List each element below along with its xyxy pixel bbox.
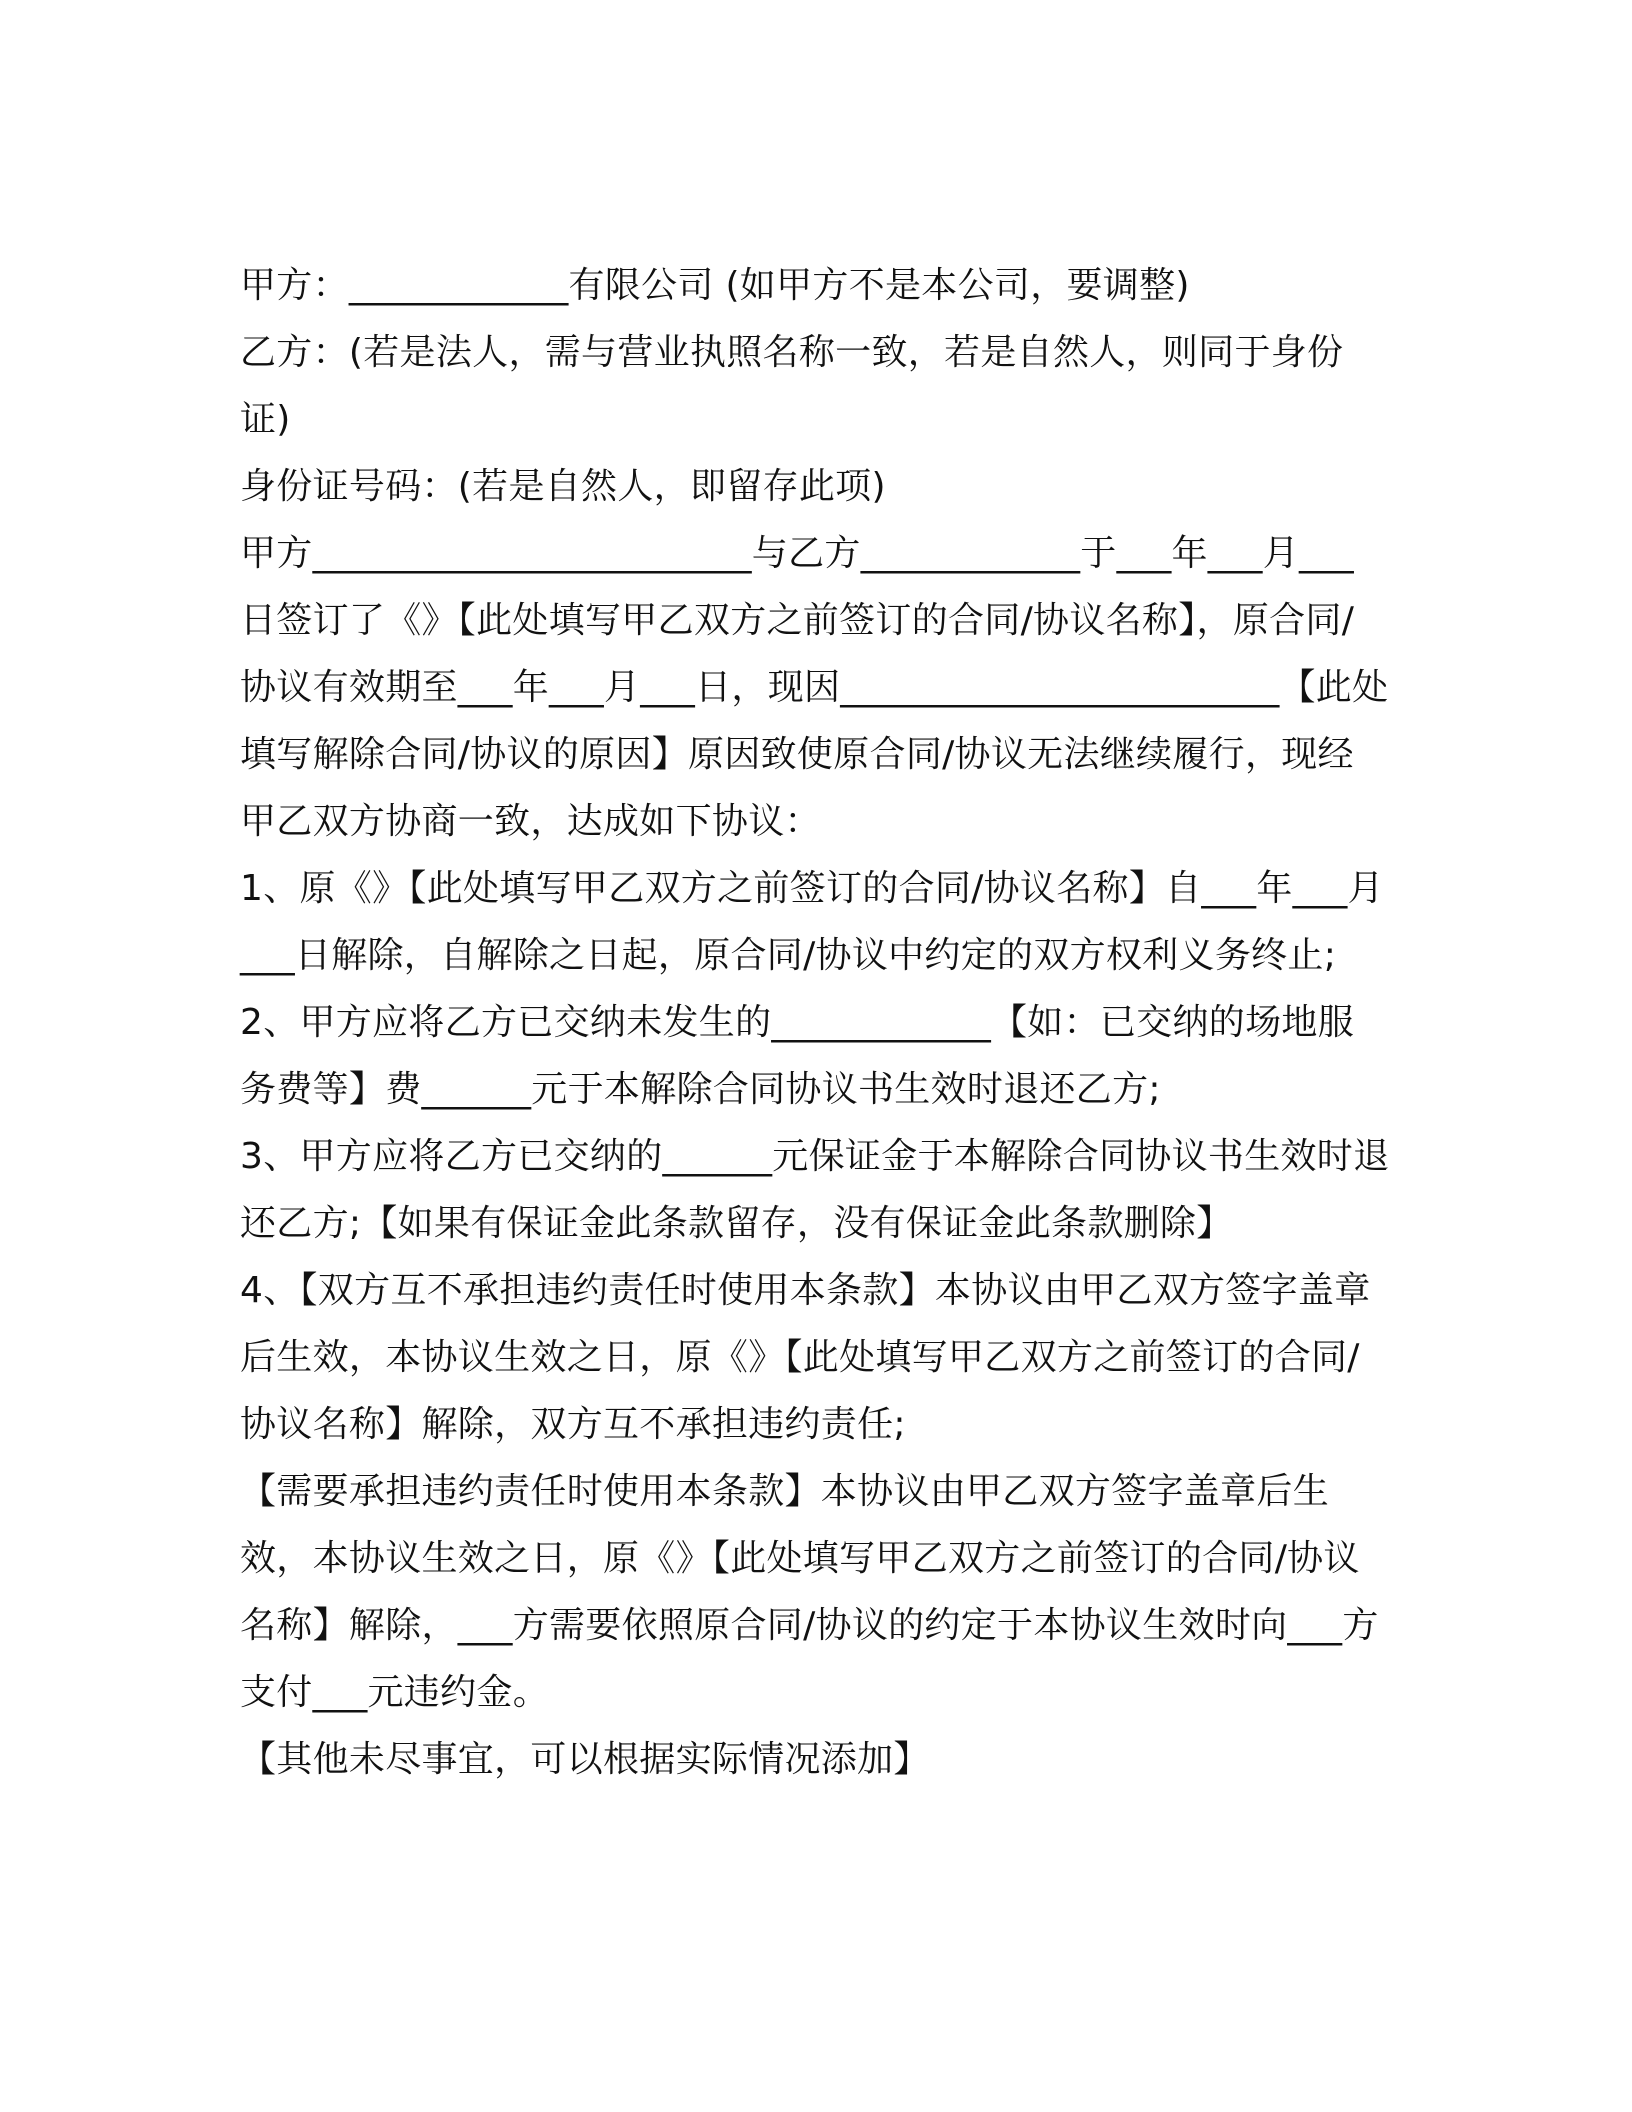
clause-1: 1、原《》【此处填写甲乙双方之前签订的合同/协议名称】自___年___月___日解除，自解除之日起，原合同/协议中约定的双方权利义务终止; (240, 868, 1384, 976)
clause-4-liability: 【需要承担违约责任时使用本条款】本协议由甲乙双方签字盖章后生效，本协议生效之日，原《》【此处填写甲乙双方之前签订的合同/协议名称】解除，___方需要依照原合同/协议的约定于本协议生效时向___方支付___元违约金。 (240, 1471, 1379, 1713)
document-body (240, 252, 1390, 1793)
party-a-line: 甲方：____________有限公司 (如甲方不是本公司，要调整) (240, 265, 1190, 306)
clause-2: 2、甲方应将乙方已交纳未发生的____________【如：已交纳的场地服务费等】费______元于本解除合同协议书生效时退还乙方; (240, 1002, 1355, 1110)
agreement-preamble: 甲方________________________与乙方____________于___年___月___日签订了《》【此处填写甲乙双方之前签订的合同/协议名称】，原合同/协议有效期至___年___月___日，现因________________________【此处填写解除合同/协议的原因】原因致使原合同/协议无法继续履行，现经甲乙双方协商一致，达成如下协议： (240, 533, 1389, 842)
id-number-line: 身份证号码：(若是自然人，即留存此项) (240, 466, 886, 507)
other-matters-note: 【其他未尽事宜，可以根据实际情况添加】 (240, 1739, 930, 1780)
clause-4-no-liability: 4、【双方互不承担违约责任时使用本条款】本协议由甲乙双方签字盖章后生效，本协议生效之日，原《》【此处填写甲乙双方之前签订的合同/协议名称】解除，双方互不承担违约责任; (240, 1270, 1371, 1445)
party-b-line: 乙方：(若是法人，需与营业执照名称一致，若是自然人，则同于身份证) (240, 332, 1344, 440)
clause-3: 3、甲方应将乙方已交纳的______元保证金于本解除合同协议书生效时退还乙方;【如果有保证金此条款留存，没有保证金此条款删除】 (240, 1136, 1390, 1244)
